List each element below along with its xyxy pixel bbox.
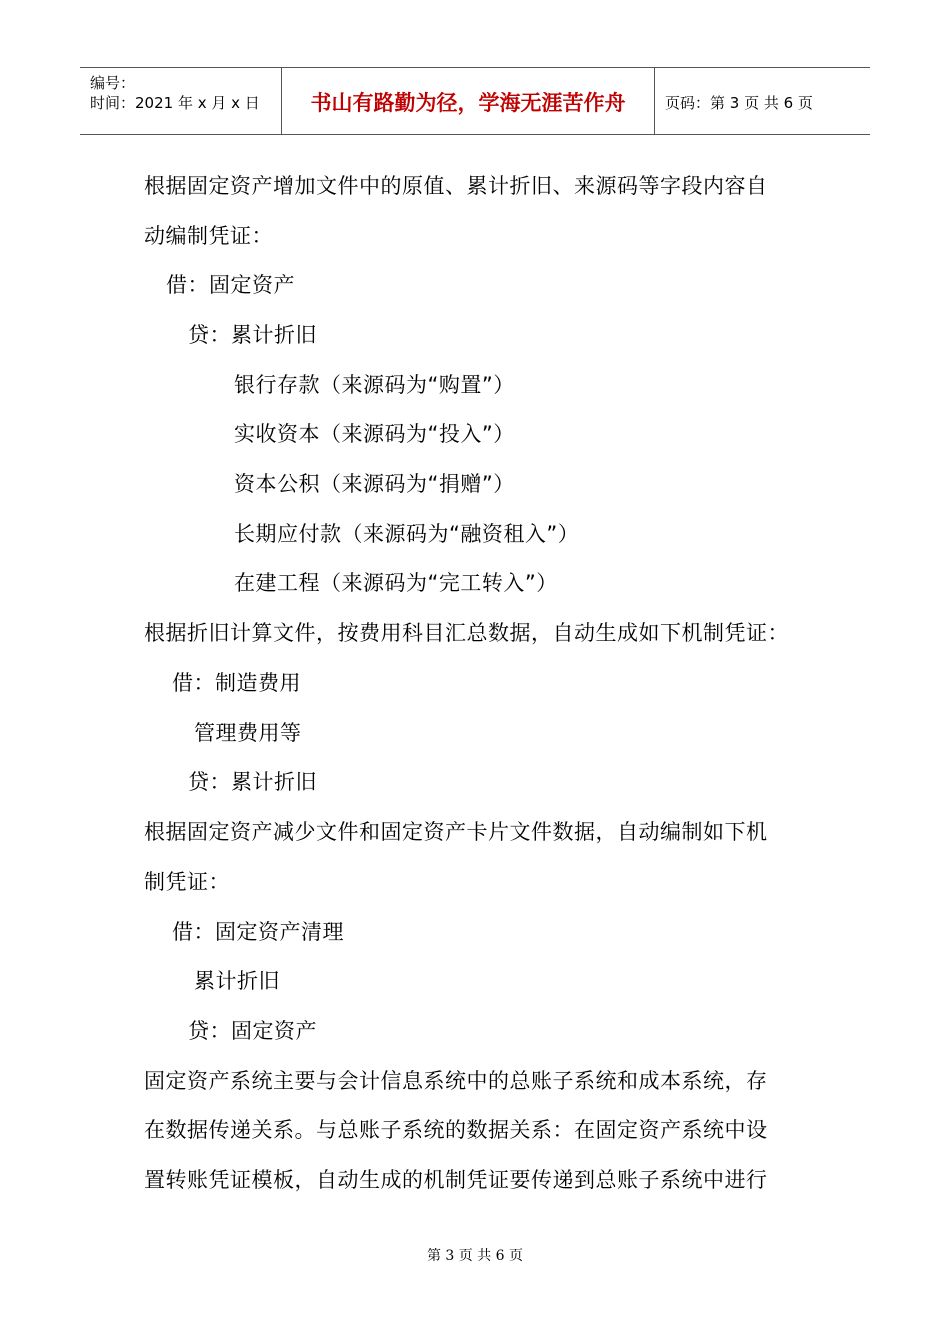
header-page-cell [655,68,870,134]
header-motto-cell [282,68,655,134]
document-date: 时间：2021 年 x 月 x 日 [90,94,260,112]
body-line: 动编制凭证： [144,224,273,248]
body-line: 贷：固定资产 [188,1019,317,1043]
header-meta-cell [80,68,282,134]
body-line: 资本公积（来源码为“捐赠”） [234,472,515,496]
body-line: 贷：累计折旧 [188,323,317,347]
body-line: 实收资本（来源码为“投入”） [234,422,515,446]
body-line: 借：固定资产清理 [172,920,344,944]
body-line: 长期应付款（来源码为“融资租入”） [234,522,580,546]
body-line: 在建工程（来源码为“完工转入”） [234,571,558,595]
body-line: 置转账凭证模板，自动生成的机制凭证要传递到总账子系统中进行 [144,1168,768,1192]
body-line: 固定资产系统主要与会计信息系统中的总账子系统和成本系统，存 [144,1069,768,1093]
body-line: 根据固定资产减少文件和固定资产卡片文件数据，自动编制如下机 [144,820,768,844]
page-code: 页码：第 3 页 共 6 页 [665,94,813,112]
page-footer: 第 3 页 共 6 页 [426,1248,524,1264]
motto-text: 书山有路勤为径，学海无涯苦作舟 [310,91,626,115]
body-line: 管理费用等 [194,721,302,745]
body-line: 根据折旧计算文件，按费用科目汇总数据，自动生成如下机制凭证： [144,621,789,645]
body-line: 累计折旧 [194,969,280,993]
body-line: 在数据传递关系。与总账子系统的数据关系：在固定资产系统中设 [144,1118,768,1142]
body-line: 借：制造费用 [172,671,301,695]
body-line: 制凭证： [144,870,230,894]
page-header [80,67,870,135]
body-line: 贷：累计折旧 [188,770,317,794]
body-line: 银行存款（来源码为“购置”） [234,373,515,397]
document-number: 编号： [90,74,136,92]
body-line: 根据固定资产增加文件中的原值、累计折旧、来源码等字段内容自 [144,174,768,198]
body-line: 借：固定资产 [166,273,295,297]
